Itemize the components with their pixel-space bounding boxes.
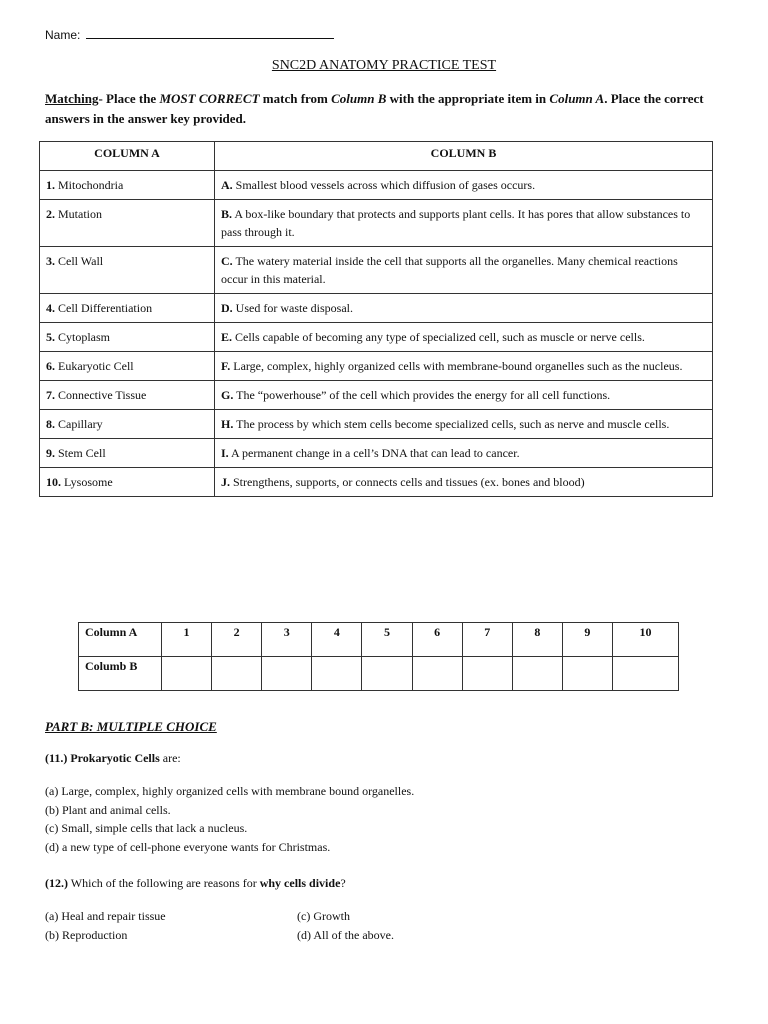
column-a-item	[40, 381, 215, 410]
answer-key-blank[interactable]	[212, 657, 262, 691]
question-12-options-right	[297, 907, 394, 944]
column-a-item-term: Cytoplasm	[58, 330, 111, 344]
column-b-item	[215, 247, 713, 294]
matching-row	[40, 323, 713, 352]
question-12-option-a[interactable]: (a) Heal and repair tissue	[45, 909, 166, 923]
column-a-item-number: 7.	[46, 388, 55, 402]
instructions-text-3: with the appropriate item in	[386, 91, 550, 106]
question-12-option-c[interactable]: (c) Growth	[297, 909, 350, 923]
question-11-subject: Prokaryotic Cells	[70, 751, 160, 765]
column-a-item	[40, 247, 215, 294]
column-a-item-term: Lysosome	[64, 475, 113, 489]
question-12-options-left	[45, 907, 166, 944]
column-a-item	[40, 200, 215, 247]
question-12-text-2: ?	[340, 876, 346, 890]
column-a-item	[40, 468, 215, 497]
name-field	[45, 27, 334, 42]
column-a-item-number: 5.	[46, 330, 55, 344]
column-a-item-term: Cell Wall	[58, 254, 104, 268]
column-b-header: COLUMN B	[215, 142, 713, 171]
answer-key-number: 5	[362, 623, 412, 657]
question-11-option-c[interactable]: (c) Small, simple cells that lack a nucleus.	[45, 821, 248, 835]
answer-key-number: 9	[562, 623, 612, 657]
column-b-item-definition: The process by which stem cells become specialized cells, such as nerve and muscle cells.	[236, 417, 670, 431]
answer-key-number: 2	[212, 623, 262, 657]
question-11-number: (11.)	[45, 751, 68, 765]
answer-key-number: 6	[412, 623, 462, 657]
answer-key-blank[interactable]	[262, 657, 312, 691]
column-b-item-letter: H.	[221, 417, 234, 431]
column-a-item	[40, 294, 215, 323]
matching-row	[40, 294, 713, 323]
matching-row	[40, 468, 713, 497]
matching-row	[40, 410, 713, 439]
column-a-header: COLUMN A	[40, 142, 215, 171]
question-12-emphasis: why cells divide	[259, 876, 341, 890]
matching-row	[40, 381, 713, 410]
answer-key-blank[interactable]	[462, 657, 512, 691]
question-12-text-1: Which of the following are reasons for	[68, 876, 260, 890]
column-b-item-letter: G.	[221, 388, 234, 402]
column-a-item-term: Mutation	[58, 207, 102, 221]
column-b-item-definition: Cells capable of becoming any type of specialized cell, such as muscle or nerve cells.	[235, 330, 645, 344]
matching-row	[40, 352, 713, 381]
column-a-item-number: 4.	[46, 301, 55, 315]
column-a-item-term: Capillary	[58, 417, 103, 431]
column-b-item-letter: J.	[221, 475, 230, 489]
column-a-item-term: Cell Differentiation	[58, 301, 153, 315]
question-11	[45, 751, 181, 766]
answer-key-column-a-label: Column A	[79, 623, 162, 657]
column-b-item	[215, 294, 713, 323]
instructions-emphasis-column-a: Column A	[549, 91, 605, 106]
column-b-item	[215, 410, 713, 439]
matching-row	[40, 439, 713, 468]
question-12-option-d[interactable]: (d) All of the above.	[297, 927, 394, 942]
matching-row	[40, 247, 713, 294]
answer-key-number: 7	[462, 623, 512, 657]
column-b-item-definition: Used for waste disposal.	[235, 301, 353, 315]
column-a-item-number: 9.	[46, 446, 55, 460]
name-label: Name:	[45, 28, 81, 42]
matching-instructions	[45, 89, 725, 129]
question-11-option-b[interactable]: (b) Plant and animal cells.	[45, 802, 171, 817]
column-b-item-letter: A.	[221, 178, 233, 192]
column-b-item-letter: C.	[221, 254, 233, 268]
column-a-item-number: 1.	[46, 178, 55, 192]
column-b-item-definition: Strengthens, supports, or connects cells and tissues (ex. bones and blood)	[233, 475, 585, 489]
column-b-item	[215, 468, 713, 497]
question-11-text: are:	[159, 751, 181, 765]
instructions-text-1: - Place the	[98, 91, 160, 106]
name-blank-line[interactable]	[86, 27, 334, 39]
column-a-item-term: Mitochondria	[58, 178, 124, 192]
column-b-item	[215, 381, 713, 410]
column-a-item-term: Stem Cell	[58, 446, 106, 460]
question-12	[45, 876, 346, 891]
column-a-item	[40, 171, 215, 200]
answer-key-number: 8	[512, 623, 562, 657]
column-a-item-number: 8.	[46, 417, 55, 431]
answer-key-number: 3	[262, 623, 312, 657]
answer-key-blank[interactable]	[162, 657, 212, 691]
question-11-option-a[interactable]: (a) Large, complex, highly organized cells with membrane bound organelles.	[45, 784, 415, 798]
answer-key-blank[interactable]	[412, 657, 462, 691]
part-b-heading: PART B: MULTIPLE CHOICE	[45, 719, 217, 734]
column-a-item	[40, 439, 215, 468]
column-a-item	[40, 410, 215, 439]
answer-key-blank[interactable]	[312, 657, 362, 691]
answer-key-blank[interactable]	[562, 657, 612, 691]
answer-key-number: 4	[312, 623, 362, 657]
column-b-item	[215, 352, 713, 381]
column-a-item-number: 2.	[46, 207, 55, 221]
column-b-item	[215, 439, 713, 468]
column-b-item-letter: F.	[221, 359, 231, 373]
instructions-emphasis-column-b: Column B	[331, 91, 387, 106]
column-a-item	[40, 352, 215, 381]
instructions-emphasis-most-correct: MOST CORRECT	[159, 91, 260, 106]
column-a-item-term: Connective Tissue	[58, 388, 147, 402]
answer-key-blank[interactable]	[362, 657, 412, 691]
column-b-item-letter: B.	[221, 207, 233, 221]
column-b-item-definition: A box-like boundary that protects and supports plant cells. It has pores that allow substances to pass through it.	[221, 207, 691, 239]
instructions-text-2: match from	[259, 91, 332, 106]
column-b-item-definition: A permanent change in a cell’s DNA that can lead to cancer.	[231, 446, 520, 460]
column-a-item	[40, 323, 215, 352]
column-b-item-letter: I.	[221, 446, 229, 460]
column-b-item-letter: D.	[221, 301, 233, 315]
question-11-options	[45, 782, 414, 856]
answer-key-blank[interactable]	[612, 657, 678, 691]
column-a-item-number: 10.	[46, 475, 61, 489]
column-b-item	[215, 323, 713, 352]
instructions-text-4: . Place the correct answers in the answer key provided.	[45, 91, 704, 126]
column-a-item-number: 6.	[46, 359, 55, 373]
column-b-item-definition: Smallest blood vessels across which diffusion of gases occurs.	[235, 178, 536, 192]
column-b-item-definition: The “powerhouse” of the cell which provides the energy for all cell functions.	[236, 388, 611, 402]
answer-key-column-b-label: Columb B	[79, 657, 162, 691]
instructions-lead: Matching	[45, 91, 99, 106]
column-b-item-letter: E.	[221, 330, 233, 344]
column-b-item-definition: The watery material inside the cell that supports all the organelles. Many chemical reactions occur in this material.	[221, 254, 678, 286]
column-b-item-definition: Large, complex, highly organized cells with membrane-bound organelles such as the nucleus.	[233, 359, 683, 373]
matching-row	[40, 171, 713, 200]
matching-table	[39, 141, 713, 497]
question-12-option-b[interactable]: (b) Reproduction	[45, 927, 128, 942]
question-11-option-d[interactable]: (d) a new type of cell-phone everyone wants for Christmas.	[45, 839, 331, 854]
column-a-item-term: Eukaryotic Cell	[58, 359, 134, 373]
column-b-item	[215, 200, 713, 247]
question-12-number: (12.)	[45, 876, 68, 890]
answer-key-number: 1	[162, 623, 212, 657]
page-title: SNC2D ANATOMY PRACTICE TEST	[271, 58, 497, 73]
column-b-item	[215, 171, 713, 200]
answer-key-blank[interactable]	[512, 657, 562, 691]
column-a-item-number: 3.	[46, 254, 55, 268]
answer-key-number: 10	[612, 623, 678, 657]
answer-key-table	[78, 622, 679, 691]
matching-row	[40, 200, 713, 247]
